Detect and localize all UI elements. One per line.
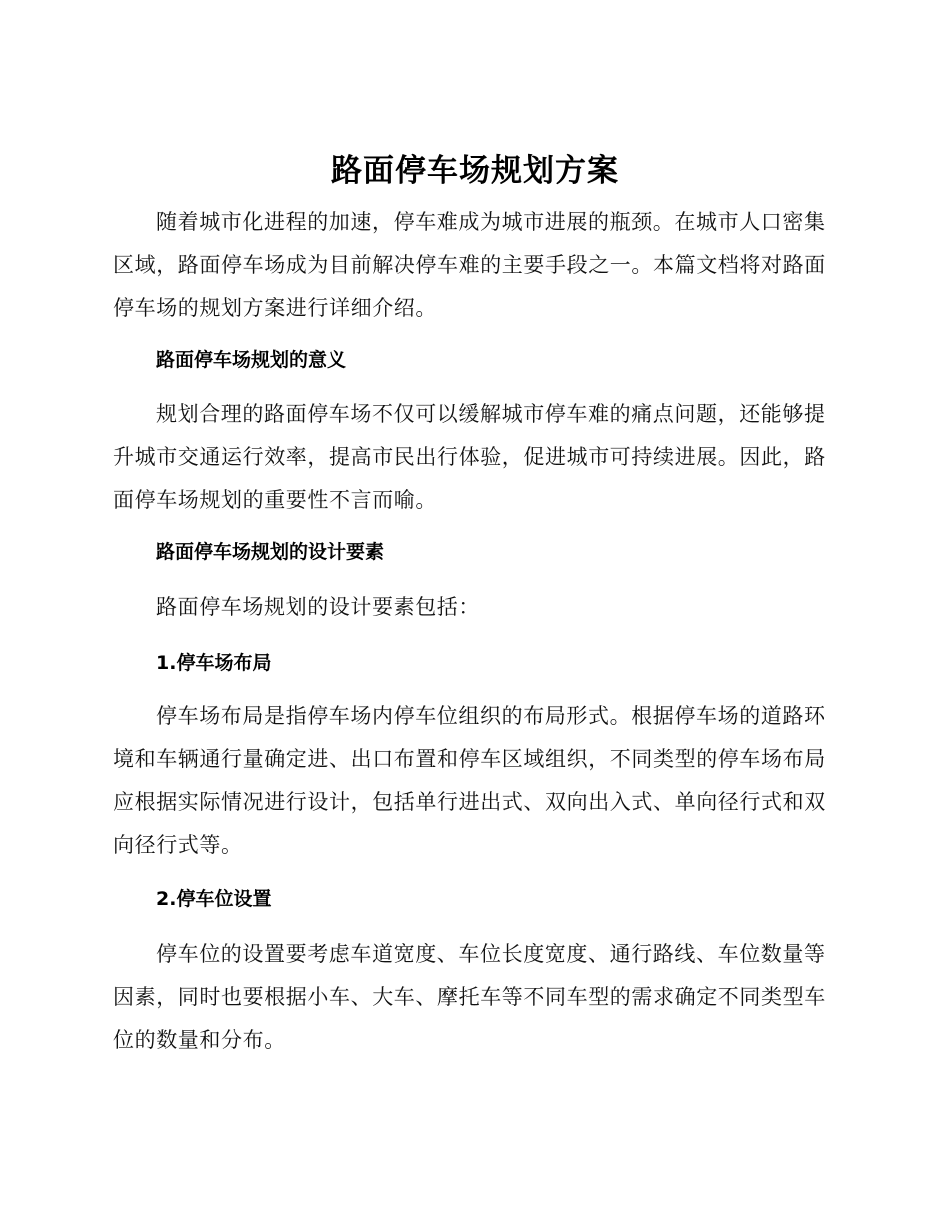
paragraph-line: 向径行式等。 bbox=[113, 833, 243, 857]
paragraph-line: 停车位的设置要考虑车道宽度、车位长度宽度、通行路线、车位数量等 bbox=[156, 942, 826, 966]
paragraph-line: 随着城市化进程的加速，停车难成为城市进展的瓶颈。在城市人口密集 bbox=[156, 210, 826, 234]
paragraph-line: 停车场布局是指停车场内停车位组织的布局形式。根据停车场的道路环 bbox=[156, 704, 826, 728]
paragraph-line: 因素，同时也要根据小车、大车、摩托车等不同车型的需求确定不同类型车 bbox=[113, 985, 826, 1009]
paragraph-line: 面停车场规划的重要性不言而喻。 bbox=[113, 488, 437, 512]
parking-spaces-paragraph bbox=[113, 933, 831, 1062]
paragraph-line: 停车场的规划方案进行详细介绍。 bbox=[113, 296, 437, 320]
paragraph-line: 应根据实际情况进行设计，包括单行进出式、双向出入式、单向径行式和双 bbox=[113, 790, 826, 814]
layout-paragraph bbox=[113, 695, 831, 867]
item-heading-layout: 1.停车场布局 bbox=[156, 652, 272, 674]
design-elements-intro bbox=[113, 586, 831, 629]
paragraph-line: 升城市交通运行效率，提高市民出行体验，促进城市可持续进展。因此，路 bbox=[113, 445, 826, 469]
section-heading-significance: 路面停车场规划的意义 bbox=[156, 349, 347, 371]
item-heading-parking-spaces: 2.停车位设置 bbox=[156, 888, 272, 910]
paragraph-line: 区域，路面停车场成为目前解决停车难的主要手段之一。本篇文档将对路面 bbox=[113, 253, 826, 277]
significance-paragraph bbox=[113, 393, 831, 522]
section-heading-design-elements: 路面停车场规划的设计要素 bbox=[156, 541, 385, 563]
paragraph-line: 位的数量和分布。 bbox=[113, 1028, 286, 1052]
paragraph-line: 境和车辆通行量确定进、出口布置和停车区域组织，不同类型的停车场布局 bbox=[113, 747, 826, 771]
intro-paragraph bbox=[113, 201, 831, 330]
paragraph-line: 规划合理的路面停车场不仅可以缓解城市停车难的痛点问题，还能够提 bbox=[156, 402, 826, 426]
document-title: 路面停车场规划方案 bbox=[331, 153, 619, 189]
paragraph-line: 路面停车场规划的设计要素包括： bbox=[156, 595, 480, 619]
